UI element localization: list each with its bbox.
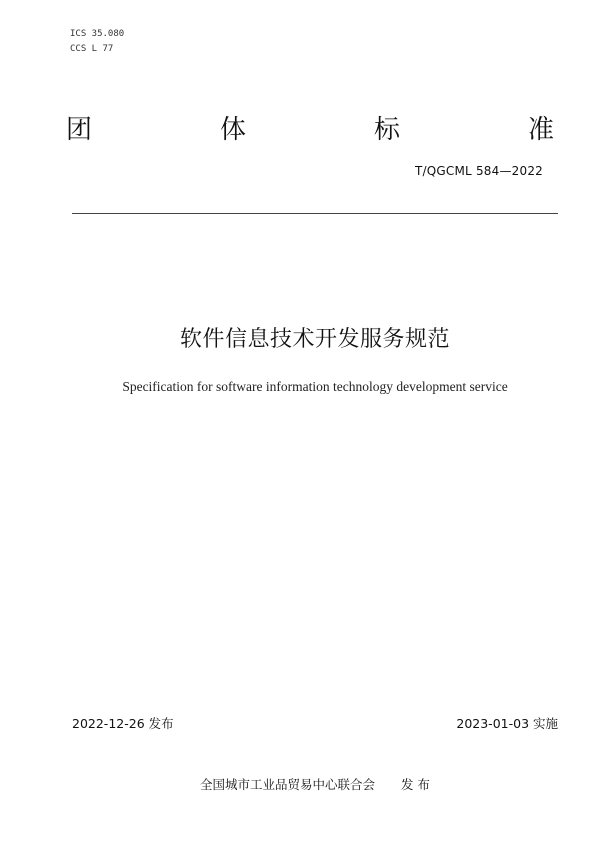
ics-code: ICS 35.080 <box>70 29 125 39</box>
issue-date: 2022-12-26 发布 <box>72 716 174 731</box>
publisher-name: 全国城市工业品贸易中心联合会 <box>200 777 376 792</box>
document-title-chinese: 软件信息技术开发服务规范 <box>179 327 450 352</box>
document-title-english: Specification for software information technology development service <box>122 379 508 394</box>
standard-type-heading <box>66 112 554 148</box>
implementation-date: 2023-01-03 实施 <box>456 716 558 731</box>
standard-type-char: 准 <box>527 115 554 145</box>
standard-number: T/QGCML 584—2022 <box>415 164 543 178</box>
standard-type-char: 体 <box>219 115 246 145</box>
classification-codes <box>70 27 124 57</box>
publisher-line <box>0 776 600 794</box>
ccs-code: CCS L 77 <box>70 44 114 54</box>
header-divider <box>72 213 558 214</box>
standard-type-char: 标 <box>373 115 400 145</box>
publish-label: 发 布 <box>401 777 430 792</box>
standard-type-char: 团 <box>66 115 93 145</box>
